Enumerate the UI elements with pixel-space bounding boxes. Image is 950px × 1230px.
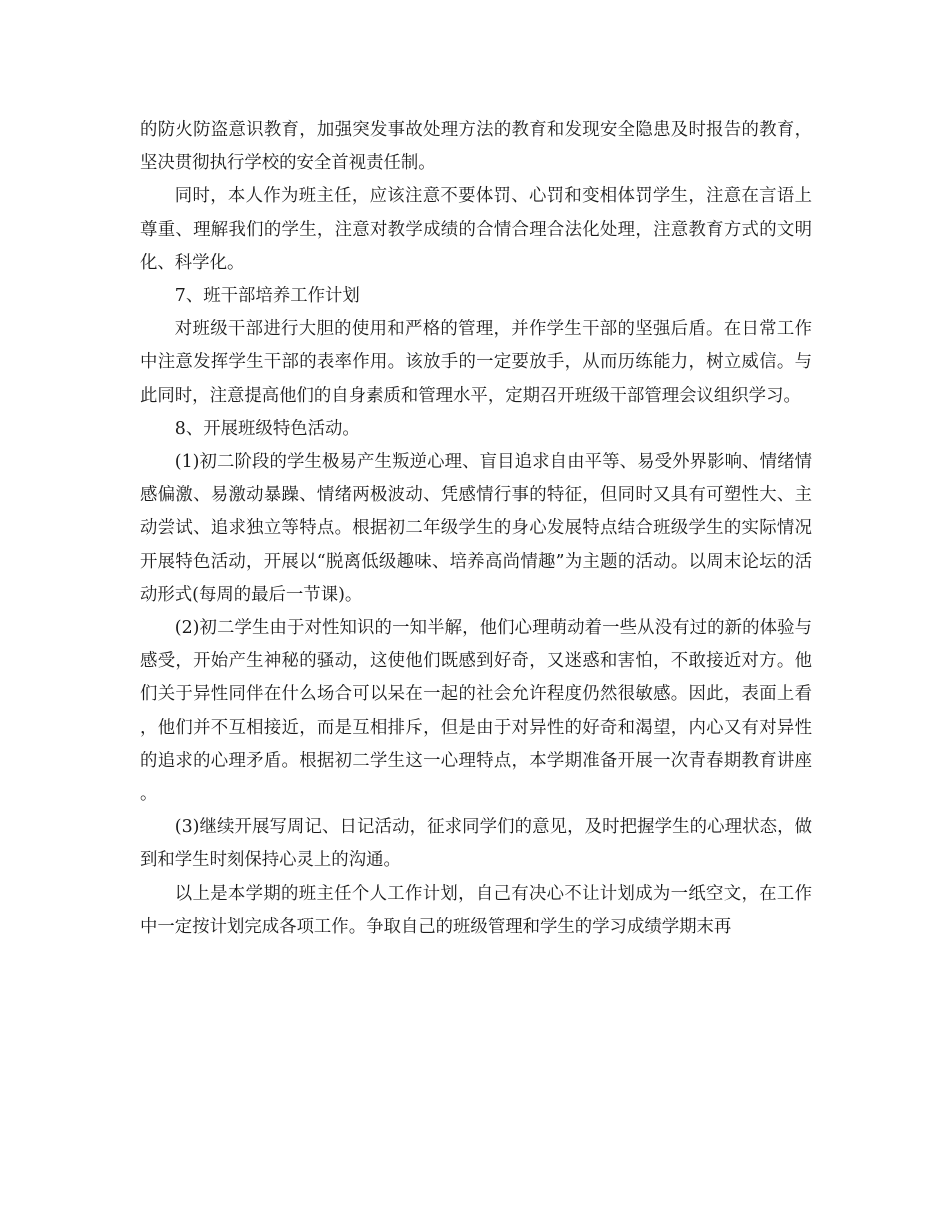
paragraph-class-cadre: 对班级干部进行大胆的使用和严格的管理，并作学生干部的坚强后盾。在日常工作中注意发挥学生干部的表率作用。该放手的一定要放手，从而历练能力，树立威信。与此同时，注意提高他们的自身素质和管理水平，定期召开班级干部管理会议组织学习。 [140, 319, 812, 406]
paragraph-safety-education: 的防火防盗意识教育，加强突发事故处理方法的教育和发现安全隐患及时报告的教育，坚决贯彻执行学校的安全首视责任制。 [140, 120, 812, 174]
paragraph-teacher-conduct: 同时，本人作为班主任，应该注意不要体罚、心罚和变相体罚学生，注意在言语上尊重、理解我们的学生，注意对教学成绩的合情合理合法化处理，注意教育方式的文明化、科学化。 [140, 186, 812, 273]
paragraph-activity-2: (2)初二学生由于对性知识的一知半解，他们心理萌动着一些从没有过的新的体验与感受，开始产生神秘的骚动，这使他们既感到好奇，又迷惑和害怕，不敢接近对方。他们关于异性同伴在什么场合可以呆在一起的社会允许程度仍然很敏感。因此，表面上看，他们并不互相接近，而是互相排斥，但是由于对异性的好奇和渴望，内心又有对异性的追求的心理矛盾。根据初二学生这一心理特点，本学期准备开展一次青春期教育讲座。 [140, 618, 812, 805]
paragraph-activity-3: (3)继续开展写周记、日记活动，征求同学们的意见，及时把握学生的心理状态，做到和学生时刻保持心灵上的沟通。 [140, 817, 812, 871]
document-body [140, 114, 812, 944]
paragraph-conclusion: 以上是本学期的班主任个人工作计划，自己有决心不让计划成为一纸空文，在工作中一定按计划完成各项工作。争取自己的班级管理和学生的学习成绩学期末再 [140, 883, 812, 937]
section-heading-class-cadre: 7、班干部培养工作计划 [174, 286, 360, 307]
section-heading-special-activities: 8、开展班级特色活动。 [174, 418, 360, 439]
paragraph-activity-1: (1)初二阶段的学生极易产生叛逆心理、盲目追求自由平等、易受外界影响、情绪情感偏激、易激动暴躁、情绪两极波动、凭感情行事的特征，但同时又具有可塑性大、主动尝试、追求独立等特点。根据初二年级学生的身心发展特点结合班级学生的实际情况开展特色活动，开展以“脱离低级趣味、培养高尚情趣”为主题的活动。以周末论坛的活动形式(每周的最后一节课)。 [140, 452, 812, 605]
